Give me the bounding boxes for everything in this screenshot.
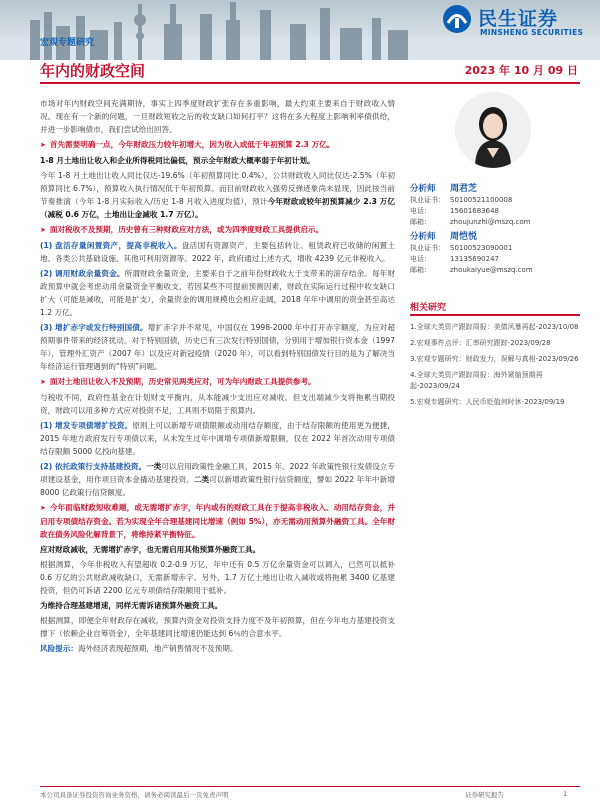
related-research-heading: 相关研究 [410, 300, 580, 316]
paragraph-emphasis: 一类 [146, 462, 162, 471]
paragraph [40, 169, 395, 221]
phone-number: 15601683648 [450, 207, 499, 215]
subheading: 1-8 月土地出让收入和企业所得税同比偏低，预示全年财政大概率弱于年初计划。 [40, 156, 315, 165]
cert-label: 执业证书： [410, 196, 445, 204]
report-title: 年内的财政空间 [40, 62, 146, 80]
header-banner [0, 0, 600, 60]
logo-text-en: MINSHENG SECURITIES [480, 28, 584, 37]
key-point-text: 面对税收不及预期，历史曾有三种财政应对方法，或为四季度财政工具提供启示。 [49, 225, 324, 234]
analyst-role: 分析师 [410, 184, 436, 194]
report-series: 宏观专题研究 [40, 38, 95, 48]
footer-divider [40, 786, 580, 787]
paragraph: 根据测算，今年非税收入有望超收 0.2-0.9 万亿，年中还有 0.5 万亿余量资金可以调入，已然可以抵补 0.6 万亿的公共财政减收缺口，无需新增赤字。另外，1.7 万亿土地出让收入减收或将拖累 3400 亿基建投资，但仍可诉诸 2200 亿元专项债结存限额用于抵补。 [40, 560, 395, 595]
risk-note [40, 642, 395, 655]
cert-number: S0100521100008 [450, 196, 513, 204]
key-point-text: 今年面临财政短收难题，或无需增扩赤字，年内或有的财政工具在于提高非税收入、动用结存资金，并启用专项债结存资金。若为实现全年合理基建同比增速（例如 5%），亦无需动用预算外融资工具。全年财政在债务风险化解背景下，将维持紧平衡特征。 [40, 503, 395, 539]
company-logo [442, 4, 592, 44]
key-point [40, 375, 395, 389]
item-label: (2) 调用财政余量资金。 [40, 269, 125, 278]
related-research-item[interactable]: 1.全球大类资产跟踪周报：美债风暴再起-2023/10/08 [410, 323, 579, 331]
footer-report-type: 证券研究报告 [465, 791, 504, 799]
analyst-role: 分析师 [410, 232, 436, 242]
paragraph: 与税收不同，政府性基金在计划财支平衡内，从本能减少支出应对减收。但支出端减少支将拖累当期投资，财政可以用多种方式应对投资不足，工具则不局限于预算内。 [40, 393, 395, 415]
paragraph: 根据测算，即便全年财政存在减收，预算内资金对投资支持力度不及年初预算，但在今年电力基建投资支撑下（依赖企业自筹资金），全年基建同比增速仍能达到 6％的合意水平。 [40, 616, 395, 638]
page-footer [0, 786, 600, 800]
cert-label: 执业证书： [410, 244, 445, 252]
phone-label: 电话： [410, 255, 431, 263]
paragraph-text: 所谓财政余量资金，主要来自于之前年份财政收大于支带来的滚存结余。每年财政预算中就会考虑动用余量资金平衡收支，若因某些不可提前预测因素，财政在实际运行过程中收支缺口扩大（可能是减收，可能是扩支），余量资金的调用规模也会相应走阔，2018 年年中调用的资金甚至高达 1.2 万亿。 [40, 269, 395, 317]
paragraph-emphasis: 今年财政或较年初预算减少 2.3 万亿（减税 0.6 万亿，土地出让金减收 1.7 万亿）。 [40, 197, 395, 219]
phone-number: 13135690247 [450, 255, 499, 263]
paragraph [40, 267, 395, 319]
risk-label: 风险提示： [40, 644, 78, 653]
item-label: (3) 增扩赤字或发行特别国债。 [40, 323, 148, 332]
arrow-bullet-icon: ➤ [40, 226, 46, 234]
email-label: 邮箱： [410, 266, 431, 274]
paragraph [40, 419, 395, 458]
paragraph-text: 原则上可以新增专项债限额或动用结存额度，由于结存限额的使用更为便捷，2015 年地方政府发行专项债以来，从未发生过年中调增专项债新增限额，仅在 2022 年首次动用专项债结存限额 5000 亿投向基建。 [40, 421, 395, 456]
key-point-text: 首先需要明确一点，今年财政压力较年初增大，因为收入或低于年初预算 2.3 万亿。 [49, 140, 335, 149]
paragraph-text: 今年 1-8 月土地出让收入同比仅达-19.6%（年初预算同比 0.4%），公共财政收入同比仅达-2.5%（年初预算同比 6.7%），预算收入执行情况低于年初预算。而目前财政收入强势反弹迹象尚未显现，因此按当前节奏推演（今年 1-8 月实际收入/历史 1-8 月收入进度均值），预计 [40, 171, 395, 206]
analyst-name: 周君芝 [450, 184, 478, 194]
analyst-card [410, 232, 580, 276]
analyst-card [410, 184, 580, 228]
footer-disclaimer: 本公司具备证券投资咨询业务资格，请务必阅读最后一页免责声明 [40, 791, 229, 799]
key-point-text: 面对土地出让收入不及预期，历史常见两类应对，可为年内财政工具提供参考。 [49, 377, 316, 386]
paragraph [40, 460, 395, 499]
key-point [40, 501, 395, 541]
related-research-list [410, 322, 580, 413]
subheading: 为维持合理基建增速，同样无需诉诸预算外融资工具。 [40, 601, 223, 610]
key-point [40, 223, 395, 237]
arrow-bullet-icon: ➤ [40, 141, 46, 149]
related-research-item[interactable]: 5.宏观专题研究：人民币贬值何时休-2023/09/19 [410, 398, 565, 406]
paragraph [40, 239, 395, 265]
paragraph-text: 可以启用政策性金融工具，2015 年、2022 年政策性银行发债设立专项建设基金，用作项目资本金撬动基建投资。 [40, 462, 396, 484]
phone-label: 电话： [410, 207, 431, 215]
paragraph-text: 增扩赤字并不常见，中国仅在 1998-2000 年中打开赤字额度，为应对超预期事件带来的经济扰动。对于特别国债，历史已有三次发行特别国债，分别用于增加银行资本金（1997 年），管理外汇资产（2007 年）以及应对新冠疫情（2020 年），可以看到特别国债发行目的是为了解决当年经济运行管理遇到的“特别”问题。 [40, 323, 395, 371]
intro-paragraph: 市场对年内财政空间充满期待，事实上四季度财政扩张存在多重影响，最大约束主要来自于财政收入情况。现在有一个新的问题，一旦财政短收之后的收支缺口如何打平？这将在多大程度上影响利率债供给，并进一步影响债市，我们尝试给出回答。 [40, 99, 395, 134]
related-research-item[interactable]: 4.全球大类资产跟踪周报：海外紧缩预期再起-2023/09/24 [410, 371, 543, 390]
report-body [40, 97, 395, 657]
email-label: 邮箱： [410, 218, 431, 226]
arrow-bullet-icon: ➤ [40, 504, 46, 512]
key-point [40, 138, 395, 152]
risk-text: 海外经济表现超预期，地产销售情况不及预期。 [77, 644, 238, 653]
logo-mark-icon [442, 4, 472, 34]
page-number: 1 [563, 790, 568, 798]
related-research-item[interactable]: 3.宏观专题研究：财政发力，误解与真相-2023/09/26 [410, 355, 579, 363]
related-research-item[interactable]: 2.宏观事件点评：汇率研究跟踪-2023/09/28 [410, 339, 551, 347]
logo-text-cn: 民生证券 [478, 8, 559, 30]
paragraph-emphasis: 二类 [193, 475, 210, 484]
item-label: (2) 依托政策行支持基建投资。 [40, 462, 147, 471]
avatar-icon [455, 92, 531, 168]
subheading: 应对财政减收，无需增扩赤字，也无需启用其他预算外融资工具。 [40, 545, 261, 554]
title-divider [40, 82, 580, 84]
email-address[interactable]: zhoukaiyue@mszq.com [450, 266, 533, 274]
paragraph-text: 盘活国有资源资产，主要包括转让、租赁政府已收储的闲置土地、各类公共基础设施、其他可利用资源等。2022 年，政府通过上述方式，增收 4239 亿元非税收入。 [40, 241, 395, 263]
report-date: 2023 年 10 月 09 日 [464, 64, 578, 77]
cert-number: S0100523090001 [450, 244, 513, 252]
item-label: (1) 增发专项债增扩投资。 [40, 421, 133, 430]
item-label: (1) 盘活存量闲置资产，提高非税收入。 [40, 241, 182, 250]
paragraph [40, 321, 395, 373]
analyst-photo [455, 92, 531, 168]
paragraph-text: 可以新增政策性银行信贷额度，譬如 2022 年年中新增 8000 亿政策行信贷额度。 [40, 475, 396, 497]
analyst-name: 周恺悦 [450, 232, 478, 242]
arrow-bullet-icon: ➤ [40, 378, 46, 386]
email-address[interactable]: zhoujunzhi@mszq.com [450, 218, 531, 226]
